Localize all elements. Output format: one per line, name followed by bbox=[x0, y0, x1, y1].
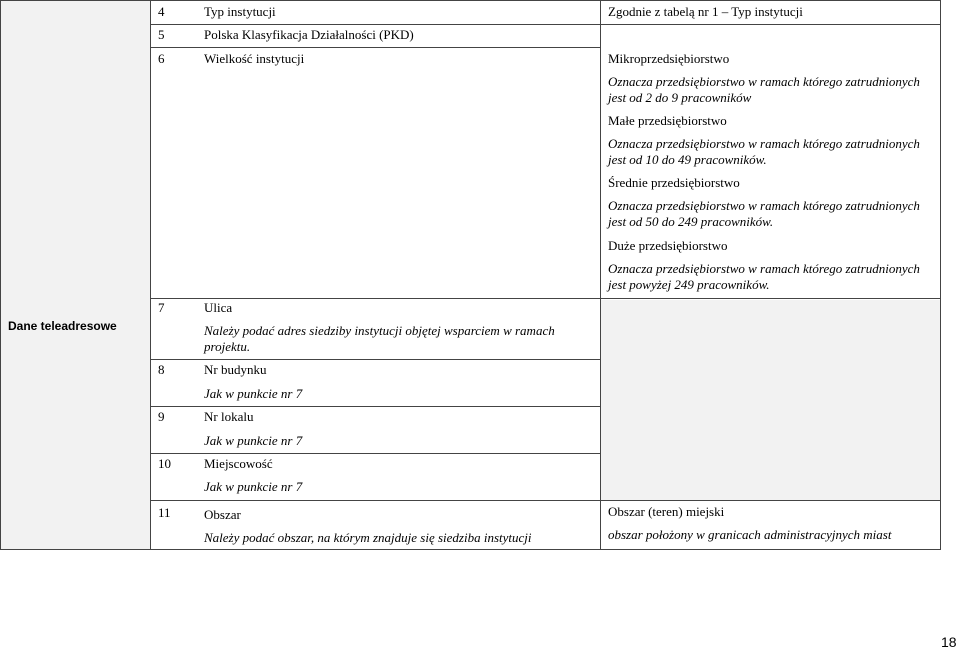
empty-cell-background bbox=[600, 300, 941, 500]
row-divider bbox=[150, 359, 601, 360]
row-label: Typ instytucji bbox=[204, 4, 276, 19]
row-divider bbox=[150, 47, 601, 48]
size-option-name: Małe przedsiębiorstwo bbox=[608, 113, 727, 128]
row-divider bbox=[150, 453, 601, 454]
row-number: 7 bbox=[158, 300, 165, 315]
row-divider bbox=[150, 298, 941, 299]
row-label: Ulica bbox=[204, 300, 233, 315]
row-value: Zgodnie z tabelą nr 1 – Typ instytucji bbox=[608, 4, 803, 19]
row-label: Obszar bbox=[204, 507, 241, 522]
table-border-right bbox=[940, 0, 941, 549]
row-note: Jak w punkcie nr 7 bbox=[204, 386, 303, 401]
table-border-top bbox=[0, 0, 941, 1]
row-label: Nr budynku bbox=[204, 362, 267, 377]
row-note: Jak w punkcie nr 7 bbox=[204, 433, 303, 448]
row-value-note: obszar położony w granicach administracyjnych miast bbox=[608, 527, 892, 542]
size-option-desc: Oznacza przedsiębiorstwo w ramach którego zatrudnionych jest powyżej 249 pracowników. bbox=[608, 261, 920, 292]
table-border-left bbox=[0, 0, 1, 549]
row-number: 11 bbox=[158, 505, 171, 520]
size-option-desc: Oznacza przedsiębiorstwo w ramach którego zatrudnionych jest od 50 do 249 pracowników. bbox=[608, 198, 920, 229]
row-label: Miejscowość bbox=[204, 456, 273, 471]
row-label: Polska Klasyfikacja Działalności (PKD) bbox=[204, 27, 414, 42]
row-number: 4 bbox=[158, 4, 165, 19]
left-column-background bbox=[0, 0, 150, 549]
row-number: 5 bbox=[158, 27, 165, 42]
row-number: 8 bbox=[158, 362, 165, 377]
row-divider bbox=[150, 500, 941, 501]
row-divider bbox=[150, 24, 941, 25]
size-option-desc: Oznacza przedsiębiorstwo w ramach którego zatrudnionych jest od 10 do 49 pracowników. bbox=[608, 136, 920, 167]
row-label: Wielkość instytucji bbox=[204, 51, 305, 66]
row-number: 9 bbox=[158, 409, 165, 424]
section-label: Dane teleadresowe bbox=[8, 319, 117, 333]
row-note: Jak w punkcie nr 7 bbox=[204, 479, 303, 494]
size-option-desc: Oznacza przedsiębiorstwo w ramach którego zatrudnionych jest od 2 do 9 pracowników bbox=[608, 74, 920, 105]
row-number: 6 bbox=[158, 51, 165, 66]
row-divider bbox=[150, 406, 601, 407]
row-note: Należy podać adres siedziby instytucji objętej wsparciem w ramach projektu. bbox=[204, 323, 555, 354]
page-number: 18 bbox=[941, 634, 957, 650]
column-divider bbox=[600, 0, 601, 549]
row-value: Obszar (teren) miejski bbox=[608, 504, 725, 519]
row-label: Nr lokalu bbox=[204, 409, 254, 424]
size-option-name: Duże przedsiębiorstwo bbox=[608, 238, 728, 253]
size-option-name: Mikroprzedsiębiorstwo bbox=[608, 51, 730, 66]
size-option-name: Średnie przedsiębiorstwo bbox=[608, 175, 740, 190]
column-divider bbox=[150, 0, 151, 549]
row-note: Należy podać obszar, na którym znajduje się siedziba instytucji bbox=[204, 530, 532, 545]
table-border-bottom bbox=[0, 549, 941, 550]
row-number: 10 bbox=[158, 456, 171, 471]
